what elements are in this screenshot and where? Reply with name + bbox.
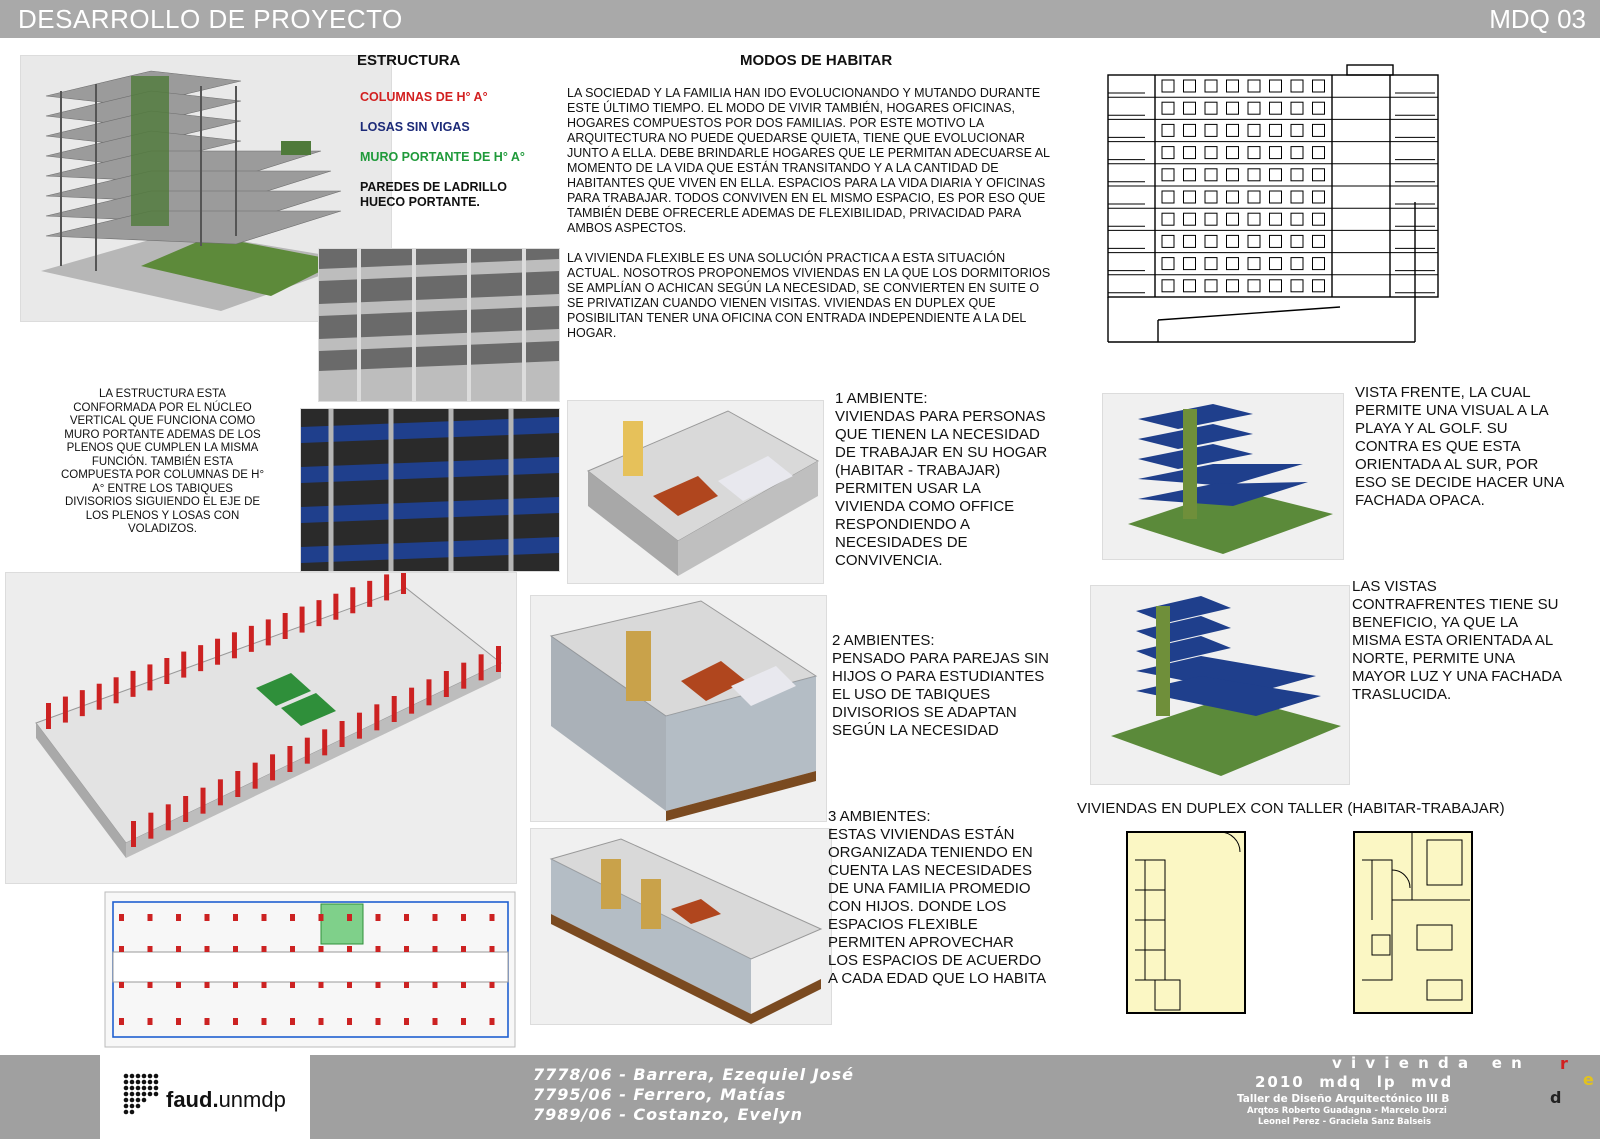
back-view-text: LAS VISTAS CONTRAFRENTES TIENE SU BENEFICIO, YA QUE LA MISMA ESTA ORIENTADA AL NORTE, PERMITE UNA MAYOR LUZ Y UNA FACHADA TRASLUCIDA. bbox=[1352, 578, 1562, 703]
front-view-image bbox=[1102, 393, 1344, 560]
unit-2-ambientes-image bbox=[530, 595, 827, 822]
brand-line-5: Leonel Perez - Graciela Sanz Balseis bbox=[1258, 1117, 1432, 1127]
structure-blue-slabs-image bbox=[300, 408, 560, 572]
brand-line-4: Arqtos Roberto Guadagna - Marcelo Dorzi bbox=[1247, 1106, 1447, 1116]
unit-2-ambientes-text: 2 AMBIENTES: PENSADO PARA PAREJAS SIN HIJOS O PARA ESTUDIANTES EL USO DE TABIQUES DIVISORIOS SE ADAPTAN SEGÚN LA NECESIDAD bbox=[832, 632, 1050, 739]
legend-columns: COLUMNAS DE H° A° bbox=[360, 90, 488, 104]
credit-3: 7989/06 - Costanzo, Evelyn bbox=[533, 1105, 803, 1124]
faud-logo bbox=[100, 1055, 310, 1139]
legend-slabs: LOSAS SIN VIGAS bbox=[360, 120, 470, 134]
duplex-plan-lower bbox=[1125, 830, 1247, 1015]
duplex-title: VIVIENDAS EN DUPLEX CON TALLER (HABITAR-TRABAJAR) bbox=[1077, 800, 1505, 817]
brand-r: r bbox=[1560, 1054, 1568, 1073]
unit-1-ambiente-image bbox=[567, 400, 824, 584]
sheet-code: MDQ 03 bbox=[1489, 4, 1586, 34]
unit-1-ambiente-text: 1 AMBIENTE: VIVIENDAS PARA PERSONAS QUE TIENEN LA NECESIDAD DE TRABAJAR EN SU HOGAR (HABITAR - TRABAJAR) PERMITEN USAR LA VIVIENDA COMO OFFICE RESPONDIENDO A NECESIDADES DE CONVIVENCIA. bbox=[835, 390, 1048, 569]
brand-line-3: Taller de Diseño Arquitectónico III B bbox=[1237, 1093, 1450, 1105]
modos-paragraph-1: LA SOCIEDAD Y LA FAMILIA HAN IDO EVOLUCIONANDO Y MUTANDO DURANTE ESTE ÚLTIMO TIEMPO. EL MODO DE VIVIR TAMBIÉN, HOGARES OFICINAS, HOGARES COMPUESTOS POR DOS FAMILIAS. POR ESTE MOTIVO LA ARQUITECTURA NO PUEDE QUEDARSE QUIETA, TIENE QUE EVOLUCIONAR JUNTO A ELLA. DEBE BRINDARLE HOGARES QUE LE PERMITAN ADECUARSE AL MOMENTO DE LA VIDA QUE ESTÁN TRANSITANDO Y A LA CANTIDAD DE HABITANTES QUE VIVEN EN ELLA. ESPACIOS PARA LA VIDA DIARIA Y OFICINAS PARA TRABAJAR. TODOS CONVIVEN EN EL MISMO ESPACIO, ES POR ESO QUE TAMBIÉN DEBE OFRECERLE ADEMAS DE FLEXIBILIDAD, PRIVACIDAD PARA AMBOS ASPECTOS. bbox=[567, 86, 1050, 235]
brand-line-1: v i v i e n d a e n bbox=[1332, 1054, 1524, 1072]
logo-light: unmdp bbox=[218, 1087, 286, 1112]
brand-d: d bbox=[1550, 1088, 1562, 1107]
brand-line-2: 2010 mdq lp mvd bbox=[1255, 1073, 1454, 1091]
facade-elevation-drawing bbox=[1100, 62, 1450, 352]
estructura-title: ESTRUCTURA bbox=[357, 52, 461, 69]
brand-e: e bbox=[1583, 1070, 1594, 1089]
legend-brick-walls: PAREDES DE LADRILLO HUECO PORTANTE. bbox=[360, 180, 507, 209]
faud-logo-mark bbox=[123, 1073, 161, 1115]
modos-paragraph-2: LA VIVIENDA FLEXIBLE ES UNA SOLUCIÓN PRACTICA A ESTA SITUACIÓN ACTUAL. NOSOTROS PROPONEMOS VIVIENDAS EN LA QUE LOS DORMITORIOS SE AMPLÍAN O ACHICAN SEGÚN LA NECESIDAD, SE CONVIERTEN EN SUITE O SE PRIVATIZAN CUANDO VIENEN VISITAS. VIVIENDAS EN DUPLEX QUE POSIBILITAN TENER UNA OFICINA CON ENTRADA INDEPENDIENTE A LA DEL HOGAR. bbox=[567, 251, 1051, 340]
estructura-description: LA ESTRUCTURA ESTA CONFORMADA POR EL NÚCLEO VERTICAL QUE FUNCIONA COMO MURO PORTANTE ADEMAS DE LOS PLENOS QUE CUMPLEN LA MISMA FUNCIÓN. TAMBIÉN ESTA COMPUESTA POR COLUMNAS DE H° A° ENTRE LOS TABIQUES DIVISORIOS SIGUIENDO EL EJE DE LOS PLENOS Y LOSAS CON VOLADIZOS. bbox=[60, 388, 265, 535]
back-view-image bbox=[1090, 585, 1350, 785]
unit-3-ambientes-image bbox=[530, 828, 832, 1025]
unit-3-ambientes-text: 3 AMBIENTES: ESTAS VIVIENDAS ESTÁN ORGANIZADA TENIENDO EN CUENTA LAS NECESIDADES DE UNA FAMILIA PROMEDIO CON HIJOS. DONDE LOS ESPACIOS FLEXIBLE PERMITEN APROVECHAR LOS ESPACIOS DE ACUERDO A CADA EDAD QUE LO HABITA bbox=[828, 808, 1047, 987]
duplex-plan-upper bbox=[1352, 830, 1474, 1015]
legend-bearing-wall: MURO PORTANTE DE H° A° bbox=[360, 150, 525, 164]
structure-detail-image bbox=[318, 248, 560, 402]
front-view-text: VISTA FRENTE, LA CUAL PERMITE UNA VISUAL A LA PLAYA Y AL GOLF. SU CONTRA ES QUE ESTA ORIENTADA AL SUR, POR ESO SE DECIDE HACER UNA FACHADA OPACA. bbox=[1355, 384, 1564, 509]
page-title: DESARROLLO DE PROYECTO bbox=[18, 4, 403, 34]
floor-plan-2d-drawing bbox=[103, 890, 523, 1052]
credit-2: 7795/06 - Ferrero, Matías bbox=[533, 1085, 787, 1104]
logo-bold: faud. bbox=[166, 1087, 219, 1112]
modos-title: MODOS DE HABITAR bbox=[740, 52, 893, 69]
floor-plan-3d-image bbox=[5, 572, 517, 884]
credit-1: 7778/06 - Barrera, Ezequiel José bbox=[533, 1065, 855, 1084]
